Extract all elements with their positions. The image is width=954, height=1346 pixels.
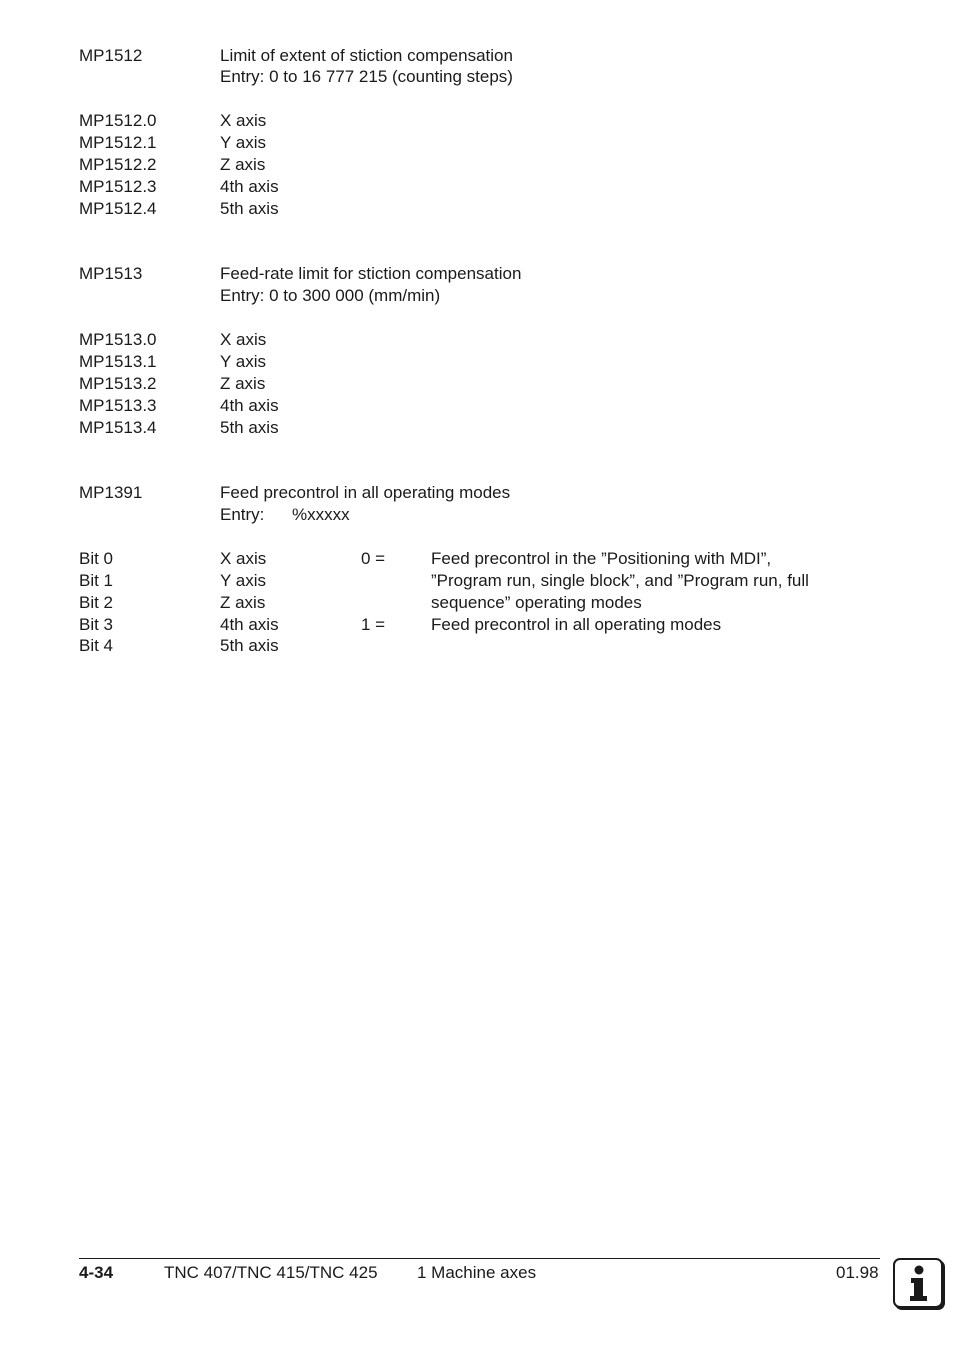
param-id: MP1512.3 <box>79 177 157 196</box>
axis-label: Y axis <box>220 133 266 152</box>
value-0-line: sequence” operating modes <box>431 593 642 612</box>
param-mp1513-entry: Entry: 0 to 300 000 (mm/min) <box>220 286 441 305</box>
param-id: MP1513.4 <box>79 418 157 437</box>
footer-date: 01.98 <box>836 1263 879 1282</box>
param-id: MP1512.0 <box>79 111 157 130</box>
param-id: MP1512.1 <box>79 133 157 152</box>
footer-chapter: 1 Machine axes <box>417 1263 537 1282</box>
param-id: MP1512.2 <box>79 155 157 174</box>
value-0-line: ”Program run, single block”, and ”Program run, full <box>431 571 809 590</box>
axis-label: 4th axis <box>220 615 279 634</box>
bit-label: Bit 1 <box>79 571 114 590</box>
param-mp1512-title: Limit of extent of stiction compensation <box>220 46 513 65</box>
axis-label: X axis <box>220 549 267 568</box>
param-id: MP1512.4 <box>79 199 157 218</box>
param-mp1512: MP1512 <box>79 46 143 65</box>
axis-label: Y axis <box>220 571 266 590</box>
axis-label: 4th axis <box>220 396 279 415</box>
axis-label: Z axis <box>220 374 266 393</box>
entry-label: Entry: <box>220 505 265 524</box>
page-number: 4-34 <box>79 1263 114 1282</box>
param-mp1391-title: Feed precontrol in all operating modes <box>220 483 511 502</box>
value-0-line: Feed precontrol in the ”Positioning with MDI”, <box>431 549 772 568</box>
param-mp1513-title: Feed-rate limit for stiction compensation <box>220 264 522 283</box>
info-glyph <box>895 1260 941 1306</box>
param-id: MP1513.3 <box>79 396 157 415</box>
axis-label: 5th axis <box>220 636 279 655</box>
axis-label: X axis <box>220 111 267 130</box>
param-id: MP1513.1 <box>79 352 157 371</box>
axis-label: 4th axis <box>220 177 279 196</box>
param-mp1512-entry: Entry: 0 to 16 777 215 (counting steps) <box>220 67 513 86</box>
bit-label: Bit 0 <box>79 549 114 568</box>
bit-label: Bit 3 <box>79 615 114 634</box>
axis-label: Z axis <box>220 593 266 612</box>
param-mp1391: MP1391 <box>79 483 143 502</box>
axis-label: X axis <box>220 330 267 349</box>
value-1-code: 1 = <box>361 615 386 634</box>
axis-label: 5th axis <box>220 199 279 218</box>
param-id: MP1513.0 <box>79 330 157 349</box>
axis-label: Z axis <box>220 155 266 174</box>
entry-value: %xxxxx <box>292 505 350 524</box>
axis-label: Y axis <box>220 352 266 371</box>
axis-label: 5th axis <box>220 418 279 437</box>
param-mp1513: MP1513 <box>79 264 143 283</box>
bit-label: Bit 4 <box>79 636 114 655</box>
bit-label: Bit 2 <box>79 593 114 612</box>
value-1-text: Feed precontrol in all operating modes <box>431 615 722 634</box>
value-0-code: 0 = <box>361 549 386 568</box>
info-icon <box>893 1258 943 1308</box>
footer-divider <box>79 1258 880 1259</box>
footer-model: TNC 407/TNC 415/TNC 425 <box>164 1263 378 1282</box>
param-id: MP1513.2 <box>79 374 157 393</box>
